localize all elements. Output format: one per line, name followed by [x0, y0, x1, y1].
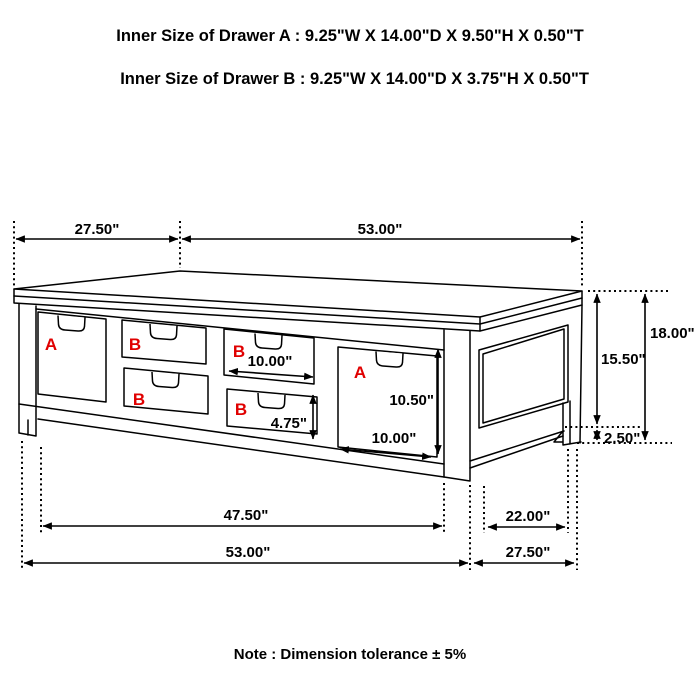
drawer-b1-top-handle: [150, 324, 177, 340]
drawer-b1-top-label: B: [128, 335, 142, 354]
dim-height-total-label: 18.00": [650, 325, 695, 342]
front-right-post: [444, 330, 470, 481]
front-left-stile: [19, 304, 36, 436]
dim-side-inner-depth-label: 22.00": [505, 508, 551, 525]
dim-drawer-a-height-label: 10.50": [389, 392, 434, 409]
dim-drawer-b-height-label: 4.75": [270, 415, 307, 432]
dim-top-width-label: 53.00": [357, 221, 403, 238]
dim-bottom-depth-label: 27.50": [505, 544, 551, 561]
tolerance-note: Note : Dimension tolerance ± 5%: [233, 646, 467, 663]
side-back-edge: [580, 305, 582, 443]
drawer-b2-top-label: B: [232, 342, 246, 361]
tabletop-top-face: [14, 271, 582, 317]
dim-front-inner-width-label: 47.50": [223, 507, 269, 524]
drawer-b2-bottom-label: B: [234, 400, 248, 419]
dim-leg-clearance-label: 2.50": [604, 430, 641, 447]
drawer-b1-bottom-label: B: [132, 390, 146, 409]
drawer-b2-top-handle: [255, 334, 282, 350]
side-apron-bottom: [470, 431, 564, 468]
header-line-1: Inner Size of Drawer A : 9.25"W X 14.00"D X 9.50"H X 0.50"T: [116, 27, 584, 45]
drawer-b1-bottom-handle: [152, 372, 179, 388]
drawer-a1-handle: [58, 316, 85, 332]
dim-drawer-a-width-label: 10.00": [371, 430, 417, 447]
drawer-a2-label: A: [353, 363, 367, 382]
dim-bottom-width-label: 53.00": [225, 544, 271, 561]
drawer-b2-bottom-handle: [258, 393, 285, 409]
drawer-a1-label: A: [44, 335, 58, 354]
dim-height-body-label: 15.50": [601, 351, 646, 368]
drawer-a2-handle: [376, 352, 403, 368]
header-line-2: Inner Size of Drawer B : 9.25"W X 14.00"D X 3.75"H X 0.50"T: [120, 70, 589, 88]
side-recessed-panel: [479, 325, 568, 428]
dim-top-left-depth-label: 27.50": [74, 221, 120, 238]
dim-drawer-b-width-label: 10.00": [247, 353, 293, 370]
